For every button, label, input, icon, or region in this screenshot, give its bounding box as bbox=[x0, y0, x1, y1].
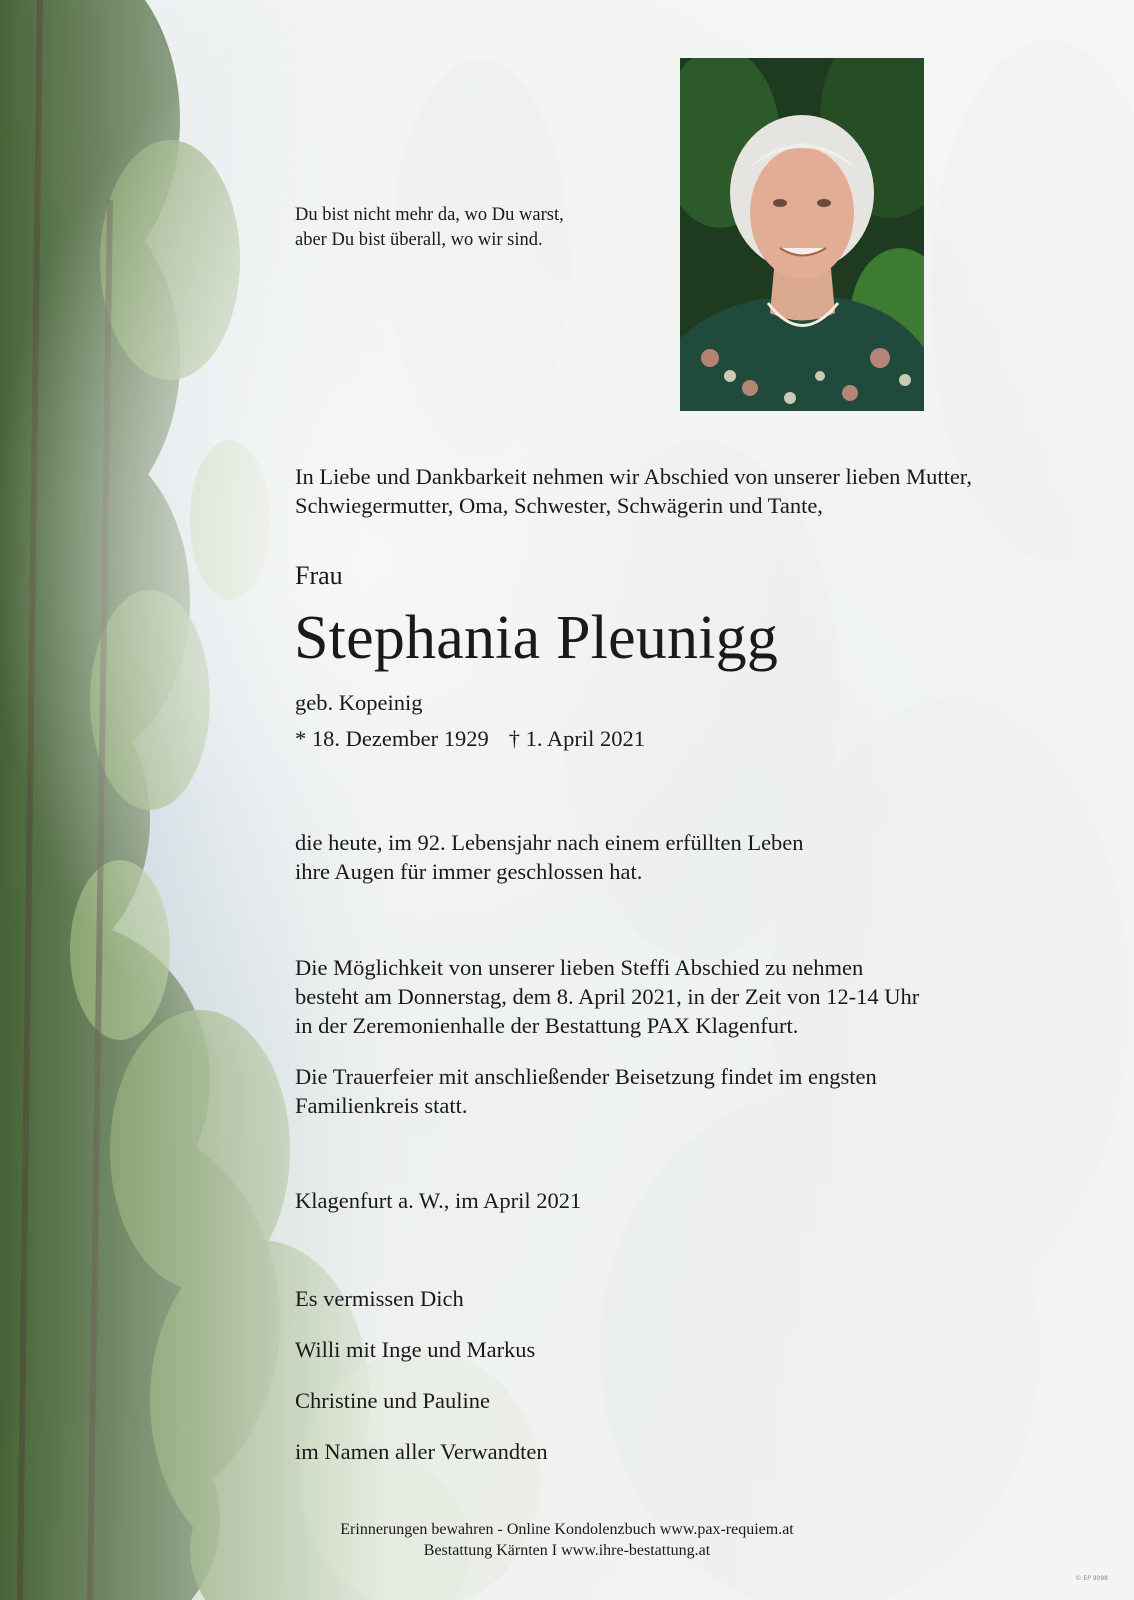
farewell-line: besteht am Donnerstag, dem 8. April 2021, in der Zeit von 12-14 Uhr bbox=[295, 984, 920, 1009]
mourners-item: Es vermissen Dich bbox=[295, 1286, 464, 1311]
passing-line: ihre Augen für immer geschlossen hat. bbox=[295, 859, 643, 884]
funeral-info bbox=[295, 1062, 877, 1120]
mourners-item: Christine und Pauline bbox=[295, 1388, 490, 1413]
footer-line: Bestattung Kärnten I www.ihre-bestattung.at bbox=[423, 1542, 711, 1559]
intro-line: In Liebe und Dankbarkeit nehmen wir Abschied von unserer lieben Mutter, bbox=[295, 464, 973, 489]
deceased-name: Stephania Pleunigg bbox=[294, 604, 779, 672]
maiden-name: geb. Kopeinig bbox=[295, 690, 423, 715]
salutation: Frau bbox=[295, 561, 343, 590]
motto-line: Du bist nicht mehr da, wo Du warst, bbox=[295, 205, 564, 225]
intro-line: Schwiegermutter, Oma, Schwester, Schwägerin und Tante, bbox=[295, 493, 823, 518]
death-date: † 1. April 2021 bbox=[508, 726, 645, 751]
mourners-list bbox=[295, 1286, 548, 1490]
farewell-info bbox=[295, 953, 919, 1040]
mourners-item: im Namen aller Verwandten bbox=[295, 1439, 548, 1464]
footer-line: Erinnerungen bewahren - Online Kondolenzbuch www.pax-requiem.at bbox=[340, 1521, 794, 1538]
life-dates bbox=[295, 726, 645, 752]
mourners-item: Willi mit Inge und Markus bbox=[295, 1337, 536, 1362]
intro-text bbox=[295, 462, 972, 520]
footer bbox=[0, 1519, 1134, 1561]
funeral-line: Familienkreis statt. bbox=[295, 1093, 468, 1118]
motto-line: aber Du bist überall, wo wir sind. bbox=[295, 230, 543, 250]
passing-text bbox=[295, 828, 804, 886]
farewell-line: Die Möglichkeit von unserer lieben Steffi Abschied zu nehmen bbox=[295, 955, 864, 980]
place-date: Klagenfurt a. W., im April 2021 bbox=[295, 1188, 582, 1213]
funeral-line: Die Trauerfeier mit anschließender Beisetzung findet im engsten bbox=[295, 1064, 877, 1089]
motto-quote bbox=[295, 203, 564, 253]
farewell-line: in der Zeremonienhalle der Bestattung PAX Klagenfurt. bbox=[295, 1013, 799, 1038]
copyright-mark: © EP 9098 bbox=[1075, 1575, 1108, 1582]
birth-date: * 18. Dezember 1929 bbox=[295, 726, 489, 751]
portrait-photo bbox=[680, 58, 924, 411]
passing-line: die heute, im 92. Lebensjahr nach einem erfüllten Leben bbox=[295, 830, 804, 855]
